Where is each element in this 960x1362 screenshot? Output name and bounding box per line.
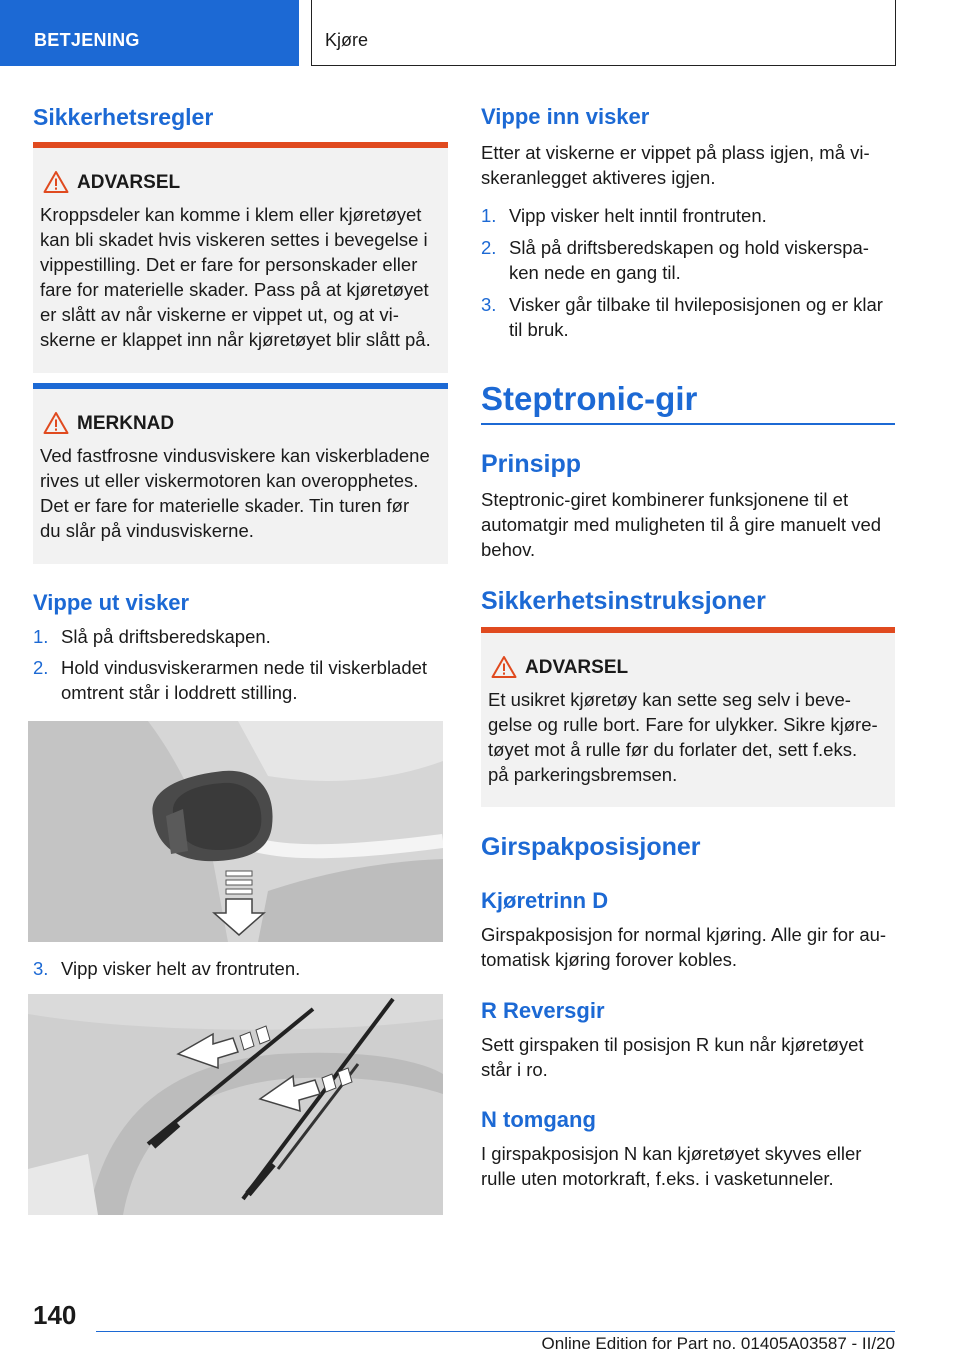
text-line: tomatisk kjøring forover kobles. [481,949,738,970]
text-line: Hold vindusviskerarmen nede til viskerbladet [61,657,428,678]
chapter-box [311,0,896,66]
step-number: 3. [33,958,49,979]
text-line: ken nede en gang til. [509,262,681,283]
warning-icon [43,170,69,194]
text-line: du slår på vindusviskerne. [40,520,254,541]
text-line: kan bli skadet hvis viskeren settes i bevegelse i [40,229,428,250]
text-line: Sett girspaken til posisjon R kun når kjøretøyet [481,1034,864,1055]
edition-link[interactable]: Online Edition for Part no. 01405A03587 - II/20 [541,1334,895,1353]
wiper-fold-illustration [28,994,443,1215]
footer-divider [96,1331,895,1332]
step-number: 1. [481,205,497,226]
warning-icon [491,655,517,679]
vippe-ut-heading: Vippe ut visker [33,590,190,615]
girspak-heading: Girspakposisjoner [481,833,701,861]
text-line: Etter at viskerne er vippet på plass igjen, må vi- [481,142,870,163]
text-line: Ved fastfrosne vindusviskere kan viskerbladene [40,445,430,466]
warning-text [40,202,441,352]
kjoretrinn-d-text [481,922,895,972]
vippe-inn-intro [481,140,895,190]
warning-text [488,687,888,787]
page-number: 140 [33,1300,77,1330]
section-label: BETJENING [34,30,140,50]
section-divider [481,423,895,425]
text-line: Slå på driftsberedskapen. [61,626,271,647]
text-line: Visker går tilbake til hvileposisjonen og er klar [509,294,883,315]
text-line: står i ro. [481,1059,548,1080]
wiper-arm-illustration [28,721,443,942]
chapter-label: Kjøre [325,30,369,50]
note-icon [43,411,69,435]
kjoretrinn-d-heading: Kjøretrinn D [481,888,609,913]
text-line: er slått av når viskerne er vippet ut, og at vi- [40,304,399,325]
text-line: til bruk. [509,319,569,340]
note-title: MERKNAD [77,413,175,434]
prinsipp-heading: Prinsipp [481,450,582,478]
note-box-frozen [33,383,448,564]
steptronic-heading: Steptronic-gir [481,380,698,417]
step-number: 3. [481,294,497,315]
vippe-inn-heading: Vippe inn visker [481,104,650,129]
tomgang-heading: N tomgang [481,1107,596,1132]
text-line: på parkeringsbremsen. [488,764,678,785]
warning-title: ADVARSEL [525,657,629,678]
text-line: skerne er klappet inn når kjøretøyet blir slått på. [40,329,431,350]
step-number: 2. [481,237,497,258]
wiper-arm-drawing [28,721,443,942]
text-line: Vipp visker helt inntil frontruten. [509,205,767,226]
text-line: rulle uten motorkraft, f.eks. i vasketunneler. [481,1168,834,1189]
text-line: vippestilling. Det er fare for personskader eller [40,254,418,275]
reversgir-text [481,1032,895,1082]
reversgir-heading: R Reversgir [481,998,605,1023]
step-number: 2. [33,657,49,678]
text-line: Steptronic-giret kombinerer funksjonene til et [481,489,849,510]
text-line: behov. [481,539,536,560]
text-line: Girspakposisjon for normal kjøring. Alle gir for au- [481,924,887,945]
text-line: Kroppsdeler kan komme i klem eller kjøretøyet [40,204,422,225]
text-line: Et usikret kjøretøy kan sette seg selv i beve- [488,689,851,710]
text-line: fare for materielle skader. Pass på at kjøretøyet [40,279,429,300]
text-line: tøyet mot å rulle før du forlater det, sett f.eks. [488,739,858,760]
windscreen-drawing [28,994,443,1215]
sikkerhet-heading: Sikkerhetsinstruksjoner [481,587,766,615]
text-line: skeranlegget aktiveres igjen. [481,167,716,188]
tomgang-text [481,1141,895,1191]
text-line: Vipp visker helt av frontruten. [61,958,301,979]
text-line: Det er fare for materielle skader. Tin turen før [40,495,410,516]
text-line: gelse og rulle bort. Fare for ulykker. Sikre kjøre- [488,714,878,735]
warning-box-wiper [33,142,448,373]
text-line: Slå på driftsberedskapen og hold viskerspa- [509,237,869,258]
warning-title: ADVARSEL [77,172,181,193]
step-number: 1. [33,626,49,647]
left-heading: Sikkerhetsregler [33,104,214,130]
section-tab [0,0,299,66]
text-line: omtrent står i loddrett stilling. [61,682,298,703]
prinsipp-text [481,487,895,562]
text-line: automatgir med muligheten til å gire manuelt ved [481,514,882,535]
note-text [40,443,441,543]
text-line: I girspakposisjon N kan kjøretøyet skyves eller [481,1143,862,1164]
text-line: rives ut eller viskermotoren kan overopphetes. [40,470,419,491]
warning-box-rolling [481,627,895,807]
